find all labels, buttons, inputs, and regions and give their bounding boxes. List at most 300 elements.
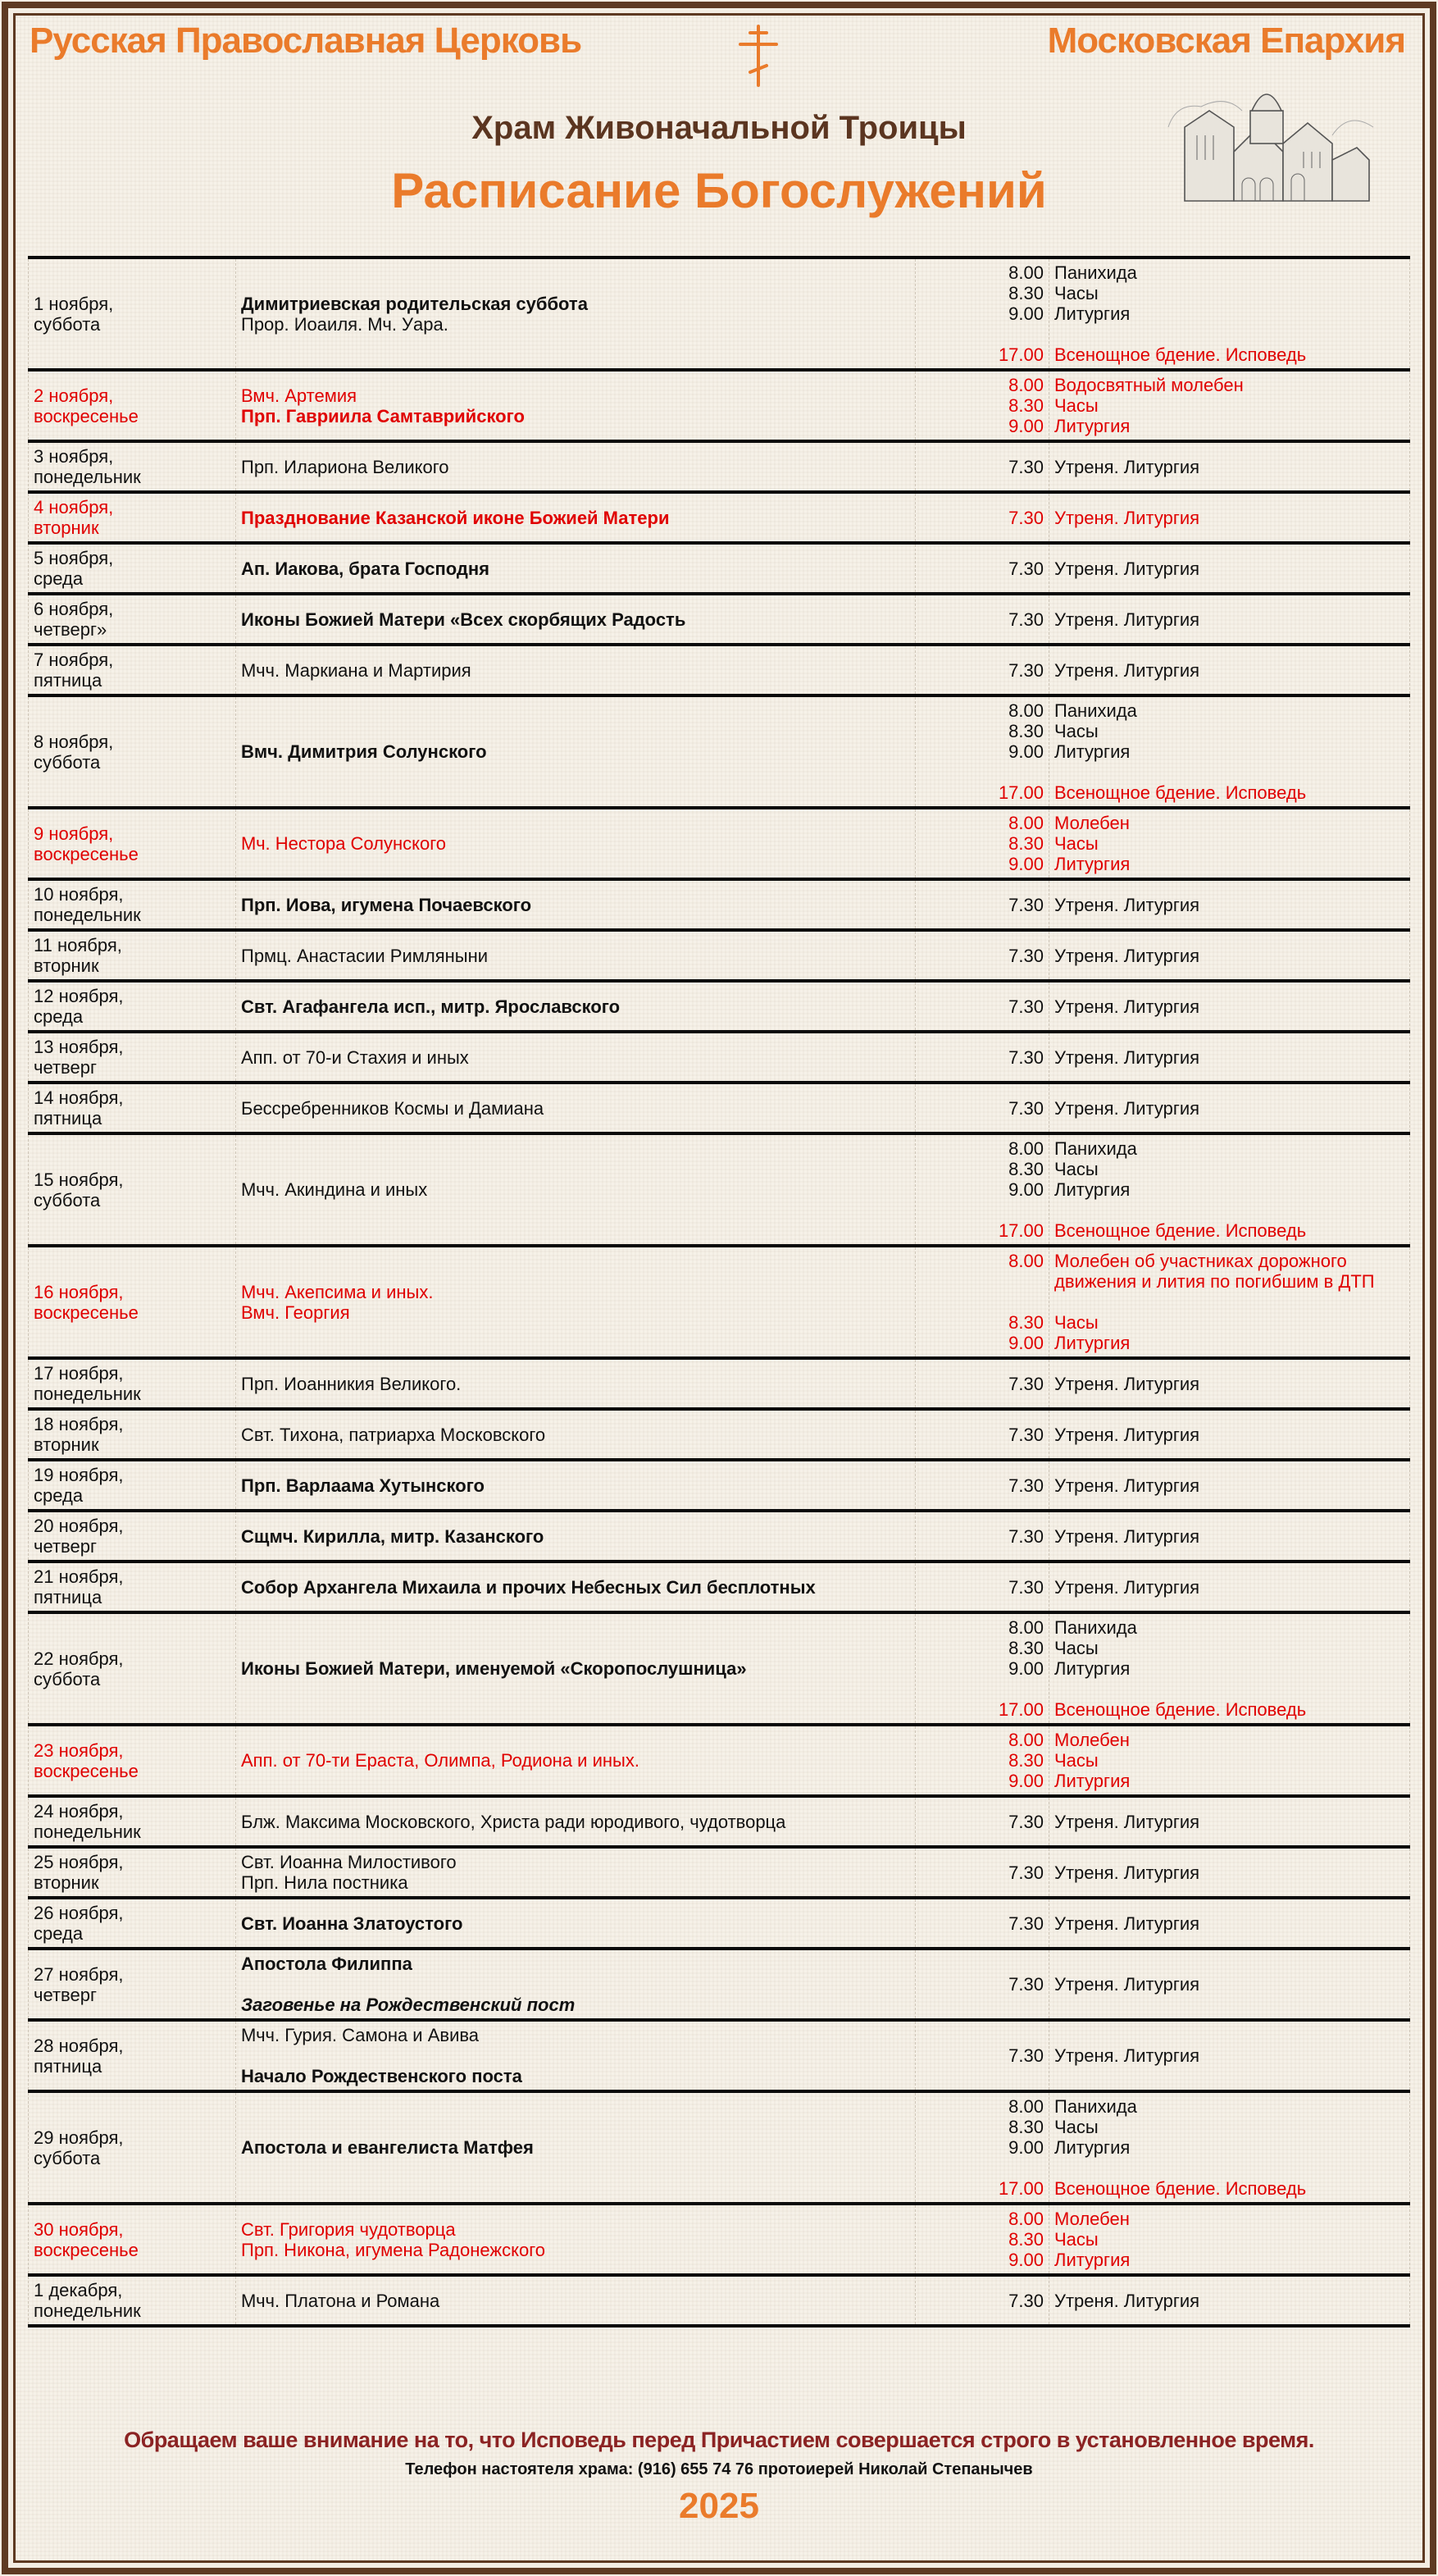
date-cell (29, 1949, 236, 2020)
rector-phone: Телефон настоятеля храма: (916) 655 74 76 протоиерей Николай Степанычев (405, 2460, 1033, 2478)
service-time: 9.00 (1008, 416, 1044, 436)
commemoration-text: Прор. Иоаиля. Мч. Уара. (241, 313, 448, 335)
time-cell (916, 1246, 1049, 1358)
commemoration-cell (236, 1409, 916, 1460)
service-time: 9.00 (1008, 741, 1044, 762)
schedule-row (29, 930, 1410, 981)
date-cell (29, 808, 236, 879)
service-time: 7.30 (1008, 894, 1044, 915)
service-cell (1049, 1246, 1410, 1358)
service-name: Молебен об участниках дорожного движения и лития по погибшим в ДТП (1054, 1251, 1375, 1292)
spacer (921, 1292, 1044, 1312)
time-cell (916, 1511, 1049, 1562)
commemoration-text: Сщмч. Кирилла, митр. Казанского (241, 1525, 544, 1547)
commemoration-cell (236, 594, 916, 645)
commemoration-text: Прп. Варлаама Хутынского (241, 1475, 485, 1496)
commemoration-cell (236, 981, 916, 1032)
service-cell (1049, 645, 1410, 695)
time-cell (916, 695, 1049, 808)
service-time: 7.30 (1008, 1913, 1044, 1934)
commemoration-text: Свт. Агафангела исп., митр. Ярославского (241, 996, 621, 1017)
service-cell (1049, 695, 1410, 808)
date-cell (29, 594, 236, 645)
date-cell (29, 1133, 236, 1246)
spacer (241, 1974, 910, 1995)
schedule-row (29, 645, 1410, 695)
church-name-heading: Русская Православная Церковь (30, 21, 582, 61)
commemoration-cell (236, 1358, 916, 1409)
time-cell (916, 1949, 1049, 2020)
commemoration-text: Прп. Иова, игумена Почаевского (241, 894, 532, 915)
commemoration-text: Мчч. Платона и Романа (241, 2290, 440, 2311)
schedule-row (29, 2091, 1410, 2204)
service-time: 7.30 (1008, 2290, 1044, 2311)
service-time: 7.30 (1008, 1097, 1044, 1119)
spacer (921, 762, 1044, 782)
vigil-service: Всенощное бдение. Исповедь (1054, 1699, 1307, 1720)
service-time: 7.30 (1008, 609, 1044, 630)
service-name: Молебен (1054, 1730, 1130, 1750)
service-time: 8.30 (1008, 2229, 1044, 2250)
commemoration-cell (236, 441, 916, 492)
schedule-row (29, 1612, 1410, 1725)
commemoration-text: Празднование Казанской иконе Божией Матери (241, 507, 670, 528)
schedule-row (29, 1562, 1410, 1612)
spacer (1054, 2158, 1404, 2178)
service-cell (1049, 1083, 1410, 1133)
time-cell (916, 1460, 1049, 1511)
schedule-row (29, 981, 1410, 1032)
service-name: Утреня. Литургия (1054, 1373, 1200, 1394)
weekday-text: среда (34, 1006, 84, 1027)
service-cell (1049, 930, 1410, 981)
service-time: 8.00 (1008, 1617, 1044, 1638)
date-cell (29, 258, 236, 370)
date-text: 24 ноября, (34, 1801, 124, 1821)
service-name: Утреня. Литургия (1054, 609, 1200, 630)
weekday-text: пятница (34, 1108, 102, 1128)
weekday-text: среда (34, 1923, 84, 1944)
commemoration-text: Апп. от 70-ти Ераста, Олимпа, Родиона и иных. (241, 1750, 639, 1771)
weekday-text: воскресенье (34, 1302, 139, 1323)
date-text: 18 ноября, (34, 1414, 124, 1434)
schedule-row (29, 2204, 1410, 2275)
service-name: Часы (1054, 395, 1099, 416)
spacer (921, 2158, 1044, 2178)
service-name: Утреня. Литургия (1054, 894, 1200, 915)
commemoration-cell (236, 695, 916, 808)
time-cell (916, 1562, 1049, 1612)
time-cell (916, 543, 1049, 594)
time-cell (916, 258, 1049, 370)
time-cell (916, 594, 1049, 645)
weekday-text: суббота (34, 751, 101, 773)
weekday-text: воскресенье (34, 405, 139, 426)
service-time: 8.00 (1008, 813, 1044, 833)
service-cell (1049, 543, 1410, 594)
commemoration-cell (236, 1796, 916, 1847)
schedule-row (29, 1460, 1410, 1511)
service-time: 9.00 (1008, 2137, 1044, 2158)
service-time: 9.00 (1008, 1179, 1044, 1200)
service-time: 9.00 (1008, 1658, 1044, 1679)
schedule-row (29, 808, 1410, 879)
service-cell (1049, 1460, 1410, 1511)
service-cell (1049, 981, 1410, 1032)
spacer (241, 2045, 910, 2066)
service-name: Молебен (1054, 2209, 1130, 2229)
date-text: 27 ноября, (34, 1963, 124, 1985)
date-cell (29, 1725, 236, 1796)
service-time: 8.00 (1008, 262, 1044, 283)
service-name: Панихида (1054, 1617, 1137, 1638)
spacer (1054, 1200, 1404, 1220)
date-text: 9 ноября, (34, 823, 114, 844)
commemoration-text: Прп. Иоанникия Великого. (241, 1373, 462, 1394)
date-cell (29, 441, 236, 492)
schedule-row (29, 695, 1410, 808)
spacer (1054, 324, 1404, 344)
spacer (921, 1679, 1044, 1699)
service-time: 7.30 (1008, 1576, 1044, 1598)
service-time: 8.00 (1008, 375, 1044, 395)
service-cell (1049, 370, 1410, 441)
time-cell (916, 2091, 1049, 2204)
vigil-time: 17.00 (998, 1220, 1044, 1241)
commemoration-cell (236, 1898, 916, 1949)
service-time: 9.00 (1008, 2250, 1044, 2270)
vigil-service: Всенощное бдение. Исповедь (1054, 1220, 1307, 1241)
service-cell (1049, 1949, 1410, 2020)
confession-notice: Обращаем ваше внимание на то, что Исповедь перед Причастием совершается строго в установленное время. (124, 2428, 1314, 2452)
date-text: 5 ноября, (34, 548, 114, 568)
service-time: 9.00 (1008, 303, 1044, 324)
schedule-row (29, 1358, 1410, 1409)
date-cell (29, 1460, 236, 1511)
date-cell (29, 2091, 236, 2204)
commemoration-text: Мчч. Акепсима и иных. (241, 1281, 434, 1302)
service-cell (1049, 1898, 1410, 1949)
service-time: 8.30 (1008, 721, 1044, 741)
commemoration-cell (236, 2020, 916, 2091)
church-drawing (1160, 78, 1381, 209)
service-name: Панихида (1054, 262, 1137, 283)
service-name: Панихида (1054, 1138, 1137, 1159)
time-cell (916, 1409, 1049, 1460)
weekday-text: суббота (34, 2147, 101, 2168)
service-cell (1049, 808, 1410, 879)
service-name: Утреня. Литургия (1054, 659, 1200, 681)
commemoration-text: Апостола и евангелиста Матфея (241, 2137, 534, 2158)
date-cell (29, 695, 236, 808)
service-time: 7.30 (1008, 456, 1044, 477)
service-time: 7.30 (1008, 1862, 1044, 1883)
service-cell (1049, 1358, 1410, 1409)
service-name: Часы (1054, 283, 1099, 303)
commemoration-text: Иконы Божией Матери «Всех скорбящих Радость (241, 609, 686, 630)
service-name: Утреня. Литургия (1054, 1097, 1200, 1119)
commemoration-cell (236, 1511, 916, 1562)
commemoration-text: Собор Архангела Михаила и прочих Небесных Сил бесплотных (241, 1576, 816, 1598)
date-cell (29, 1511, 236, 1562)
schedule-row (29, 879, 1410, 930)
service-name: Часы (1054, 833, 1099, 854)
service-time: 8.30 (1008, 1750, 1044, 1771)
service-name: Утреня. Литургия (1054, 1811, 1200, 1832)
service-name: Молебен (1054, 813, 1130, 833)
commemoration-cell (236, 930, 916, 981)
service-time: 8.30 (1008, 2117, 1044, 2137)
date-cell (29, 879, 236, 930)
date-text: 26 ноября, (34, 1903, 124, 1923)
schedule-row (29, 258, 1410, 370)
commemoration-text: Вмч. Артемия (241, 385, 357, 406)
service-name: Панихида (1054, 2096, 1137, 2117)
date-text: 29 ноября, (34, 2127, 124, 2148)
date-text: 7 ноября, (34, 650, 114, 670)
service-name: Утреня. Литургия (1054, 1424, 1200, 1445)
service-time: 8.00 (1008, 2096, 1044, 2117)
year-label: 2025 (679, 2486, 759, 2526)
date-text: 10 ноября, (34, 884, 124, 905)
date-cell (29, 2275, 236, 2326)
service-time: 8.30 (1008, 1159, 1044, 1179)
service-cell (1049, 1511, 1410, 1562)
spacer (921, 1200, 1044, 1220)
schedule-row (29, 1409, 1410, 1460)
service-cell (1049, 1032, 1410, 1083)
date-cell (29, 492, 236, 543)
commemoration-text: Мч. Нестора Солунского (241, 833, 447, 854)
service-name: Литургия (1054, 1771, 1131, 1791)
service-cell (1049, 1847, 1410, 1898)
time-cell (916, 1032, 1049, 1083)
commemoration-cell (236, 258, 916, 370)
date-text: 1 декабря, (34, 2280, 123, 2300)
service-time: 8.30 (1008, 833, 1044, 854)
service-name: Утреня. Литургия (1054, 1862, 1200, 1883)
service-name: Утреня. Литургия (1054, 1475, 1200, 1496)
time-cell (916, 930, 1049, 981)
time-cell (916, 808, 1049, 879)
commemoration-text: Заговенье на Рождественский пост (241, 1995, 576, 2015)
time-cell (916, 1847, 1049, 1898)
service-time: 8.30 (1008, 283, 1044, 303)
commemoration-cell (236, 1612, 916, 1725)
commemoration-cell (236, 2091, 916, 2204)
schedule-table (28, 256, 1410, 2328)
date-cell (29, 1083, 236, 1133)
date-text: 19 ноября, (34, 1465, 124, 1485)
date-cell (29, 1796, 236, 1847)
date-text: 17 ноября, (34, 1363, 124, 1384)
vigil-service: Всенощное бдение. Исповедь (1054, 344, 1307, 365)
date-cell (29, 1847, 236, 1898)
service-name: Часы (1054, 1750, 1099, 1771)
spacer (1054, 1292, 1404, 1312)
date-cell (29, 543, 236, 594)
commemoration-cell (236, 1460, 916, 1511)
date-cell (29, 1246, 236, 1358)
schedule-row (29, 1511, 1410, 1562)
date-text: 20 ноября, (34, 1516, 124, 1536)
commemoration-text: Прп. Гавриила Самтаврийского (241, 405, 525, 426)
service-name: Часы (1054, 1312, 1099, 1333)
date-text: 16 ноября, (34, 1281, 124, 1302)
weekday-text: пятница (34, 670, 102, 691)
date-text: 28 ноября, (34, 2035, 124, 2056)
commemoration-text: Блж. Максима Московского, Христа ради юродивого, чудотворца (241, 1811, 786, 1832)
service-name: Литургия (1054, 303, 1131, 324)
commemoration-cell (236, 1725, 916, 1796)
commemoration-text: Мчч. Акиндина и иных (241, 1179, 428, 1200)
date-cell (29, 1032, 236, 1083)
service-name: Литургия (1054, 1658, 1131, 1679)
commemoration-text: Прмц. Анастасии Римляныни (241, 945, 489, 966)
weekday-text: пятница (34, 2055, 102, 2077)
service-time: 7.30 (1008, 659, 1044, 681)
service-time: 9.00 (1008, 1333, 1044, 1353)
service-time: 9.00 (1008, 854, 1044, 874)
service-name: Утреня. Литургия (1054, 507, 1200, 528)
schedule-row (29, 1796, 1410, 1847)
spacer (1054, 762, 1404, 782)
vigil-service: Всенощное бдение. Исповедь (1054, 782, 1307, 803)
service-time: 7.30 (1008, 1424, 1044, 1445)
service-time: 7.30 (1008, 558, 1044, 579)
weekday-text: четверг (34, 1536, 97, 1557)
service-name: Панихида (1054, 700, 1137, 721)
vigil-service: Всенощное бдение. Исповедь (1054, 2178, 1307, 2199)
weekday-text: суббота (34, 313, 101, 335)
schedule-title: Расписание Богослужений (391, 163, 1047, 218)
commemoration-cell (236, 2275, 916, 2326)
service-name: Часы (1054, 2117, 1099, 2137)
commemoration-cell (236, 645, 916, 695)
commemoration-text: Вмч. Георгия (241, 1302, 350, 1323)
date-text: 13 ноября, (34, 1037, 124, 1057)
date-text: 11 ноября, (34, 935, 122, 955)
date-cell (29, 2020, 236, 2091)
service-cell (1049, 1725, 1410, 1796)
commemoration-cell (236, 1032, 916, 1083)
weekday-text: четверг (34, 1984, 97, 2005)
commemoration-text: Свт. Григория чудотворца (241, 2218, 456, 2240)
service-time: 7.30 (1008, 1525, 1044, 1547)
vigil-time: 17.00 (998, 782, 1044, 803)
commemoration-text: Ап. Иакова, брата Господня (241, 558, 489, 579)
date-cell (29, 1358, 236, 1409)
vigil-time: 17.00 (998, 344, 1044, 365)
service-time: 8.30 (1008, 1312, 1044, 1333)
commemoration-cell (236, 1847, 916, 1898)
date-cell (29, 645, 236, 695)
service-name: Литургия (1054, 2250, 1131, 2270)
service-cell (1049, 2020, 1410, 2091)
commemoration-text: Вмч. Димитрия Солунского (241, 741, 487, 762)
service-name: Часы (1054, 1638, 1099, 1658)
commemoration-text: Димитриевская родительская суббота (241, 293, 588, 314)
schedule-row (29, 441, 1410, 492)
date-text: 6 ноября, (34, 599, 114, 619)
service-name: Утреня. Литургия (1054, 996, 1200, 1017)
service-cell (1049, 1612, 1410, 1725)
spacer (921, 1271, 1044, 1292)
time-cell (916, 1358, 1049, 1409)
service-time: 7.30 (1008, 1046, 1044, 1068)
commemoration-cell (236, 370, 916, 441)
diocese-heading: Московская Епархия (1047, 21, 1405, 61)
service-name: Часы (1054, 1159, 1099, 1179)
weekday-text: вторник (34, 1434, 99, 1455)
commemoration-cell (236, 1246, 916, 1358)
date-cell (29, 981, 236, 1032)
commemoration-cell (236, 1562, 916, 1612)
commemoration-cell (236, 879, 916, 930)
commemoration-cell (236, 492, 916, 543)
temple-name: Храм Живоначальной Троицы (471, 110, 967, 146)
service-cell (1049, 441, 1410, 492)
commemoration-cell (236, 1949, 916, 2020)
commemoration-cell (236, 1133, 916, 1246)
service-cell (1049, 1133, 1410, 1246)
service-name: Утреня. Литургия (1054, 945, 1200, 966)
weekday-text: четверг (34, 1057, 97, 1078)
service-time: 9.00 (1008, 1771, 1044, 1791)
weekday-text: понедельник (34, 2300, 141, 2321)
service-time: 8.00 (1008, 1730, 1044, 1750)
service-cell (1049, 594, 1410, 645)
schedule-row (29, 1898, 1410, 1949)
service-time: 8.00 (1008, 1251, 1044, 1271)
weekday-text: суббота (34, 1189, 101, 1210)
service-name: Литургия (1054, 2137, 1131, 2158)
service-name: Литургия (1054, 1179, 1131, 1200)
weekday-text: четверг» (34, 619, 107, 640)
service-time: 7.30 (1008, 1974, 1044, 1995)
time-cell (916, 1898, 1049, 1949)
schedule-row (29, 1725, 1410, 1796)
service-name: Утреня. Литургия (1054, 456, 1200, 477)
commemoration-text: Свт. Иоанна Милостивого (241, 1852, 457, 1872)
service-name: Литургия (1054, 416, 1131, 436)
service-time: 8.00 (1008, 700, 1044, 721)
commemoration-text: Прп. Нила постника (241, 1872, 408, 1893)
date-text: 1 ноября, (34, 293, 114, 314)
service-name: Водосвятный молебен (1054, 375, 1244, 395)
time-cell (916, 2275, 1049, 2326)
date-text: 25 ноября, (34, 1852, 124, 1872)
commemoration-text: Прп. Илариона Великого (241, 456, 449, 477)
schedule-row (29, 594, 1410, 645)
date-text: 15 ноября, (34, 1169, 124, 1190)
date-text: 8 ноября, (34, 731, 114, 752)
weekday-text: среда (34, 1485, 84, 1506)
date-text: 21 ноября, (34, 1566, 124, 1587)
service-cell (1049, 2091, 1410, 2204)
date-cell (29, 930, 236, 981)
weekday-text: понедельник (34, 1821, 141, 1842)
date-cell (29, 1612, 236, 1725)
schedule-row (29, 2020, 1410, 2091)
service-cell (1049, 1409, 1410, 1460)
date-cell (29, 370, 236, 441)
weekday-text: вторник (34, 955, 99, 976)
service-time: 7.30 (1008, 996, 1044, 1017)
time-cell (916, 1133, 1049, 1246)
time-cell (916, 2204, 1049, 2275)
weekday-text: понедельник (34, 467, 141, 487)
